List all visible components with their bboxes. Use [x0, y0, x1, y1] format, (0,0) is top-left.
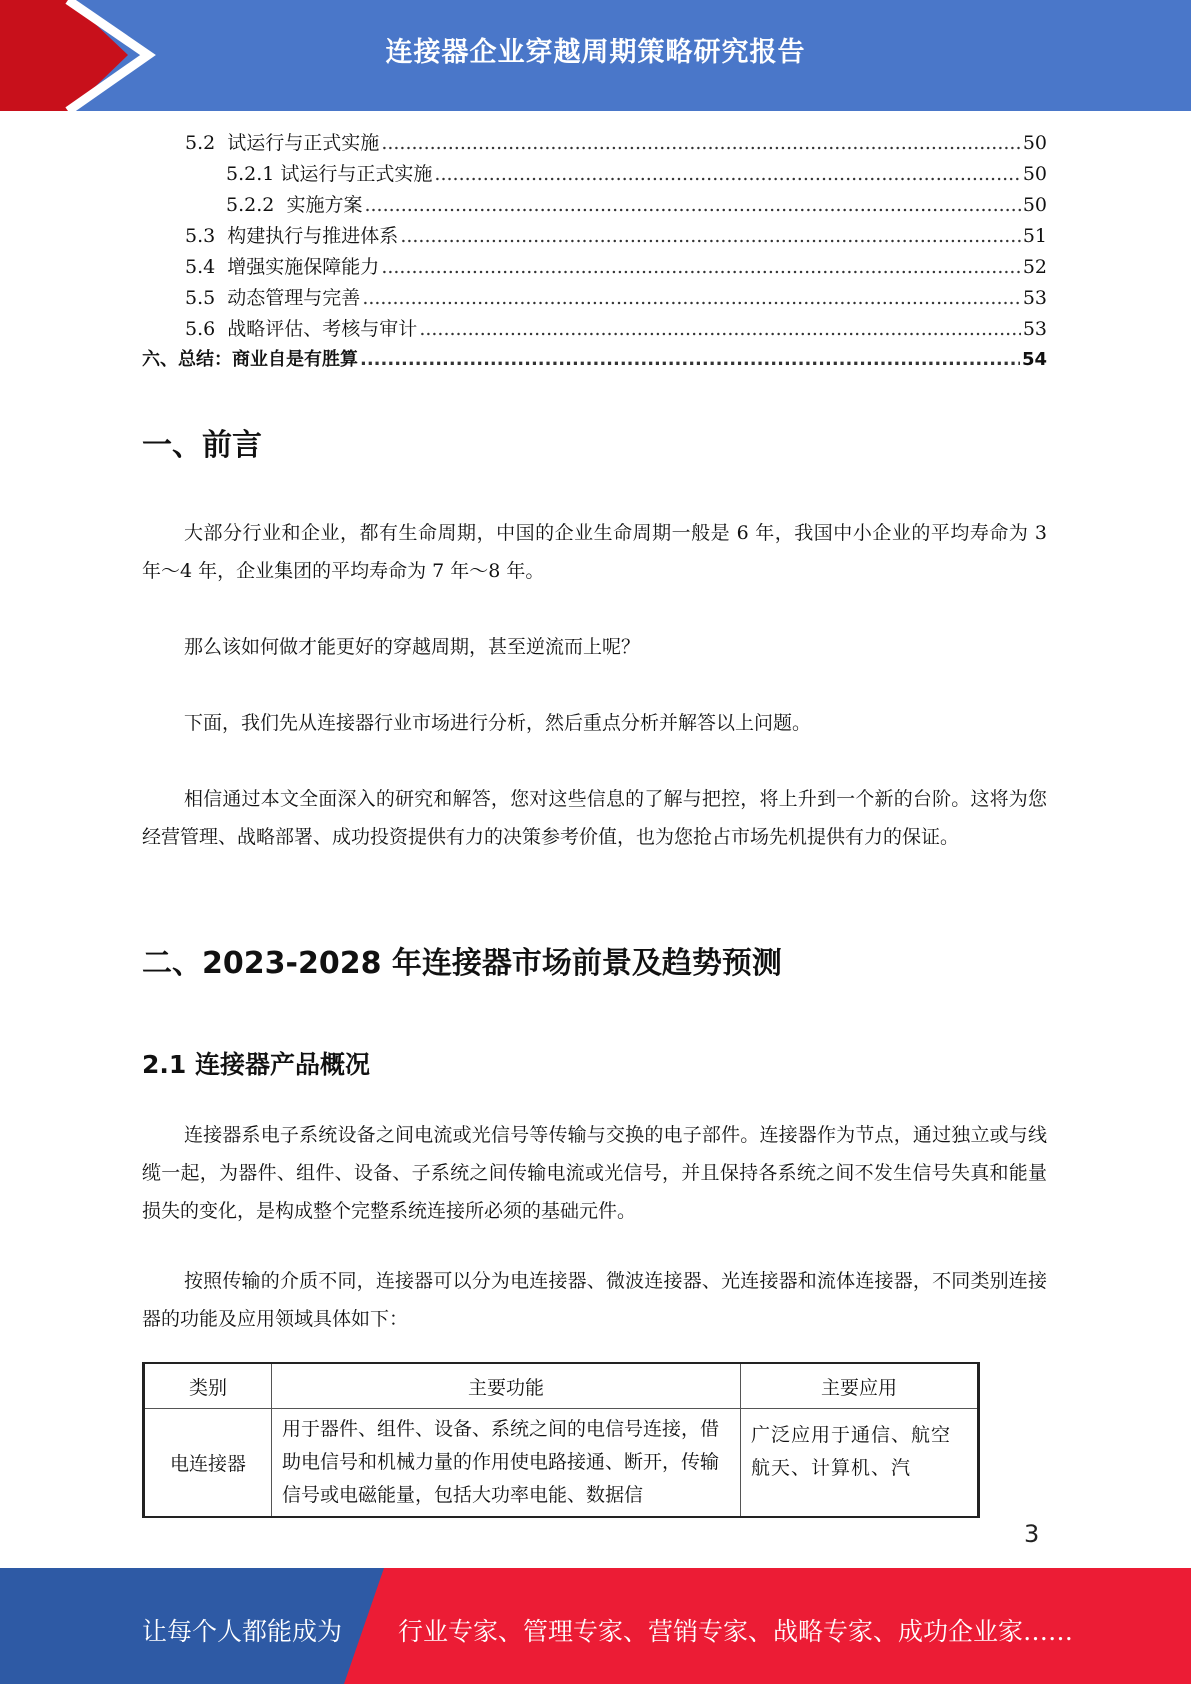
toc-dot-leader	[362, 287, 1021, 309]
toc-entry-label: 动态管理与完善	[227, 287, 361, 309]
toc-entry-page: 50	[1022, 194, 1047, 216]
paragraph: 大部分行业和企业，都有生命周期，中国的企业生命周期一般是 6 年，我国中小企业的平均寿命为 3 年～4 年，企业集团的平均寿命为 7 年～8 年。	[142, 522, 1047, 582]
page-number: 3	[1024, 1520, 1040, 1548]
connector-category-table	[142, 1362, 980, 1518]
section-heading-preface: 一、前言	[142, 428, 262, 463]
paragraph: 按照传输的介质不同，连接器可以分为电连接器、微波连接器、光连接器和流体连接器，不同类别连接器的功能及应用领域具体如下：	[142, 1270, 1047, 1330]
report-title: 连接器企业穿越周期策略研究报告	[385, 37, 806, 68]
toc-entry-label: 实施方案	[286, 194, 363, 216]
toc-entry[interactable]	[142, 221, 1047, 252]
subsection-heading-product-overview: 2.1 连接器产品概况	[142, 1050, 370, 1079]
toc-entry-number: 5.5	[185, 287, 228, 309]
paragraph: 相信通过本文全面深入的研究和解答，您对这些信息的了解与把控，将上升到一个新的台阶。这将为您经营管理、战略部署、成功投资提供有力的决策参考价值，也为您抢占市场先机提供有力的保证。	[142, 788, 1047, 848]
toc-entry-page: 53	[1022, 318, 1047, 340]
toc-entry-page: 50	[1022, 132, 1047, 154]
toc-dot-leader	[434, 163, 1020, 185]
toc-entry[interactable]	[142, 128, 1047, 159]
toc-entry-number: 5.2.1	[226, 163, 281, 185]
footer-slogan-right: 行业专家、管理专家、营销专家、战略专家、成功企业家……	[398, 1617, 1074, 1646]
toc-entry[interactable]	[142, 252, 1047, 283]
toc-dot-leader	[400, 225, 1021, 247]
toc-entry-number: 5.2.2	[226, 194, 287, 216]
toc-entry-page: 52	[1022, 256, 1047, 278]
table-cell-function: 用于器件、组件、设备、系统之间的电信号连接，借助电信号和机械力量的作用使电路接通、断开，传输信号或电磁能量，包括大功率电能、数据信	[272, 1409, 741, 1518]
toc-dot-leader	[381, 132, 1021, 154]
paragraph: 连接器系电子系统设备之间电流或光信号等传输与交换的电子部件。连接器作为节点，通过独立或与线缆一起，为器件、组件、设备、子系统之间传输电流或光信号，并且保持各系统之间不发生信号失真和能量损失的变化，是构成整个完整系统连接所必须的基础元件。	[142, 1124, 1047, 1222]
page-footer	[0, 1568, 1191, 1684]
toc-entry-label: 战略评估、考核与审计	[227, 318, 418, 340]
table-cell-application: 广泛应用于通信、航空 航天、计算机、汽	[741, 1409, 979, 1518]
toc-entry-page: 54	[1021, 349, 1047, 370]
table-of-contents	[142, 128, 1047, 376]
toc-dot-leader	[364, 194, 1020, 216]
toc-entry[interactable]	[142, 314, 1047, 345]
section-heading-market-forecast: 二、2023-2028 年连接器市场前景及趋势预测	[142, 946, 782, 981]
footer-slogan-left: 让每个人都能成为	[142, 1617, 343, 1646]
table-header-cell: 主要功能	[272, 1363, 741, 1409]
toc-entry[interactable]	[142, 190, 1047, 221]
table-cell-category: 电连接器	[144, 1409, 272, 1518]
page-header	[0, 0, 1191, 111]
toc-entry-page: 53	[1022, 287, 1047, 309]
toc-entry-page: 50	[1022, 163, 1047, 185]
toc-entry-number: 5.2	[185, 132, 228, 154]
toc-dot-leader	[381, 256, 1021, 278]
paragraph: 那么该如何做才能更好的穿越周期，甚至逆流而上呢？	[184, 636, 641, 658]
toc-entry-label: 构建执行与推进体系	[227, 225, 399, 247]
table-header-row	[144, 1363, 979, 1409]
toc-entry[interactable]	[142, 159, 1047, 190]
paragraph: 下面，我们先从连接器行业市场进行分析，然后重点分析并解答以上问题。	[184, 712, 812, 734]
toc-entry-number: 5.4	[185, 256, 228, 278]
toc-entry-label: 六、总结：商业自是有胜算	[142, 349, 358, 370]
toc-entry[interactable]	[142, 283, 1047, 314]
toc-entry-label: 试运行与正式实施	[227, 132, 380, 154]
toc-entry-label: 试运行与正式实施	[280, 163, 433, 185]
toc-dot-leader	[360, 349, 1020, 370]
toc-entry-label: 增强实施保障能力	[227, 256, 380, 278]
toc-entry-number: 5.3	[185, 225, 228, 247]
toc-entry[interactable]	[142, 345, 1047, 376]
toc-entry-number: 5.6	[185, 318, 228, 340]
toc-dot-leader	[419, 318, 1021, 340]
table-header-cell: 类别	[144, 1363, 272, 1409]
table-header-cell: 主要应用	[741, 1363, 979, 1409]
table-row	[144, 1409, 979, 1518]
toc-entry-page: 51	[1022, 225, 1047, 247]
